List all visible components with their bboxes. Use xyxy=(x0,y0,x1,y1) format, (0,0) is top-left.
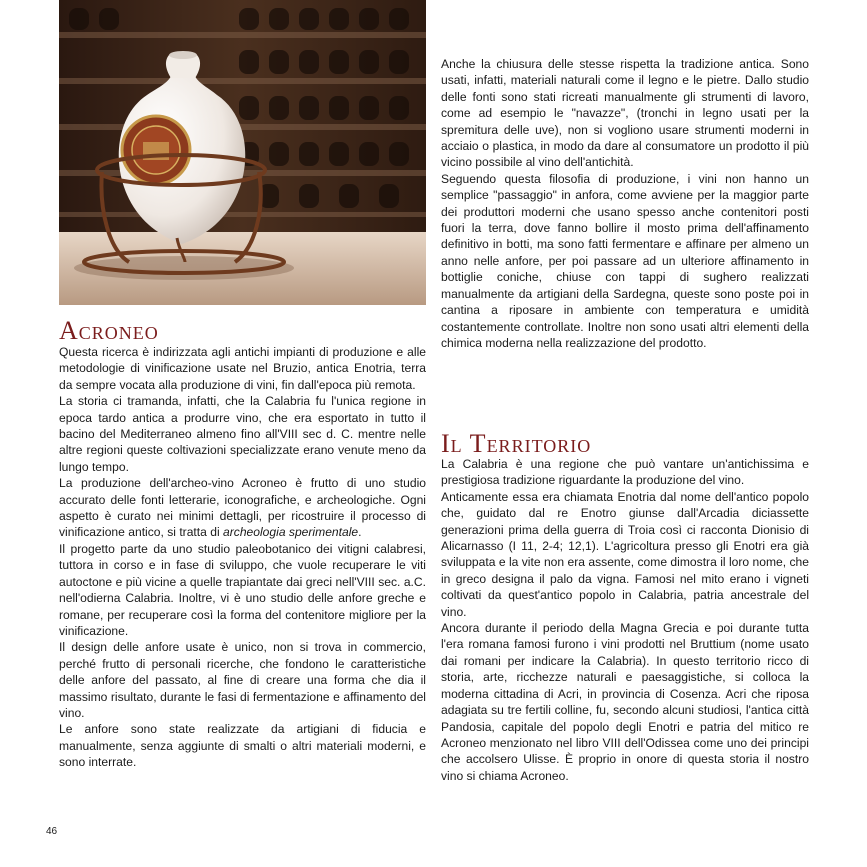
paragraph: Il progetto parte da uno studio paleobotanico dei vitigni calabresi, tuttora in corso e in fase di sviluppo, che vuole recuperare le viti autoctone e più vicine a quelle trapiantate dai greci nell'VIII sec. a.C. nell'odierna Calabria. Inoltre, vi è uno studio delle anfore greche e romane, per recuperare così la forma del contenitore migliore per la vinificazione. xyxy=(59,541,426,638)
paragraph: Seguendo questa filosofia di produzione, i vini non hanno un semplice "passaggio" in anfora, come avviene per la maggior parte dei produttori moderni che usano spesso anche contenitori posti fuori la terra, dove fanno bollire il mosto prima dell'affinamento definitivo in botti, ma sono fatti fermentare e affinare per almeno un anno nelle anfore, per poi passare ad un ulteriore affinamento in bottiglie coniche, chiuse con tappi di sughero realizzati manualmente da artigiani della Sardegna, queste sono poste poi in cantina a riposare in ambiente con temperatura e umidità costantemente controllate. Inoltre non sono usati altri elementi della chimica moderna nella realizzazione del prodotto. xyxy=(441,171,809,350)
column-left xyxy=(59,344,426,771)
paragraph: La Calabria è una regione che può vantare un'antichissima e prestigiosa tradizione riguardante la produzione del vino. xyxy=(441,457,809,488)
paragraph: Questa ricerca è indirizzata agli antichi impianti di produzione e alle metodologie di vinificazione usate nel Bruzio, antica Enotria, terra da sempre vocata alla produzione di vini, fin dall'epoca più remota. xyxy=(59,345,426,392)
paragraph: Anche la chiusura delle stesse rispetta la tradizione antica. Sono usati, infatti, materiali naturali come il legno e le pietre. Dallo studio delle fonti sono stati ricreati manualmente gli strumenti di lavoro, come ad esempio le "navazze", (tronchi in legno usati per la spremitura delle uve), non si vogliono usare strumenti moderni in acciaio o plastica, in modo da dare al consumatore un prodotto il più vicino possibile al vino dell'antichità. xyxy=(441,57,809,170)
paragraph-text: La produzione dell'archeo-vino Acroneo è frutto di uno studio accurato delle fonti letterarie, iconografiche, e archeologiche. Ogni aspetto è curato nei minimi dettagli, per ricostruire il processo di vinificazione antico, si tratta di xyxy=(59,476,426,540)
page-number: 46 xyxy=(46,826,58,837)
paragraph xyxy=(59,475,426,541)
italic-phrase: archeologia sperimentale xyxy=(223,525,359,540)
paragraph-end: . xyxy=(358,525,362,540)
column-right-top xyxy=(441,56,809,351)
paragraph: La storia ci tramanda, infatti, che la Calabria fu l'unica regione in epoca tardo antica a produrre vino, che era esportato in tutto il bacino del Mediterraneo almeno fino all'VIII sec d. C. mentre nelle altre regioni queste coltivazioni specializzate erano venute meno da lungo tempo. xyxy=(59,394,426,474)
paragraph: Anticamente essa era chiamata Enotria dal nome dell'antico popolo che, guidato dal re Enotro giunse dall'Arcadia diciassette generazioni prima della guerra di Troia così ci racconta Dionisio di Alicarnasso (I 11, 2-4; 12,1). L'agricoltura presso gli Enotri era già sviluppata e la vite non era assente, come dimostra il loro nome, che in greco designa il palo da vigna. Famosi nel mito erano i vigneti coltivati da quest'antico popolo in Calabria, patria ancestrale del vino. xyxy=(441,489,809,619)
column-right-bottom xyxy=(441,456,809,784)
section-title-acroneo: Acroneo xyxy=(59,316,159,345)
paragraph: Il design delle anfore usate è unico, non si trova in commercio, perché frutto di personali ricerche, che fondono le caratteristiche delle anfore del passato, al fine di creare una forma che dia il massimo risultato, durante le fasi di fermentazione e affinamento del vino. xyxy=(59,640,426,720)
section-title-territorio: Il Territorio xyxy=(441,429,592,458)
amphora-photo xyxy=(59,0,426,305)
paragraph: Ancora durante il periodo della Magna Grecia e poi durante tutta l'era romana famosi furono i vini prodotti nel Bruttium (nome usato dai romani per indicare la Calabria). In questo territorio ricco di storia, arte, ricchezze naturali e paesaggistiche, si colloca la moderna cittadina di Acri, in provincia di Cosenza. Acri che riposa adagiata su tre fertili colline, fu, secondo alcuni studiosi, l'antica città Pandosia, capitale del popolo degli Enotri e patria del mitico re Acroneo menzionato nel libro VIII dell'Odissea come uno dei principi che accolsero Ulisse. È proprio in onore di questa storia il nostro vino si chiama Acroneo. xyxy=(441,621,809,783)
amphora-illustration xyxy=(59,0,426,305)
paragraph: Le anfore sono state realizzate da artigiani di fiducia e manualmente, senza aggiunte di smalti o altri materiali moderni, e sono interrate. xyxy=(59,722,426,770)
